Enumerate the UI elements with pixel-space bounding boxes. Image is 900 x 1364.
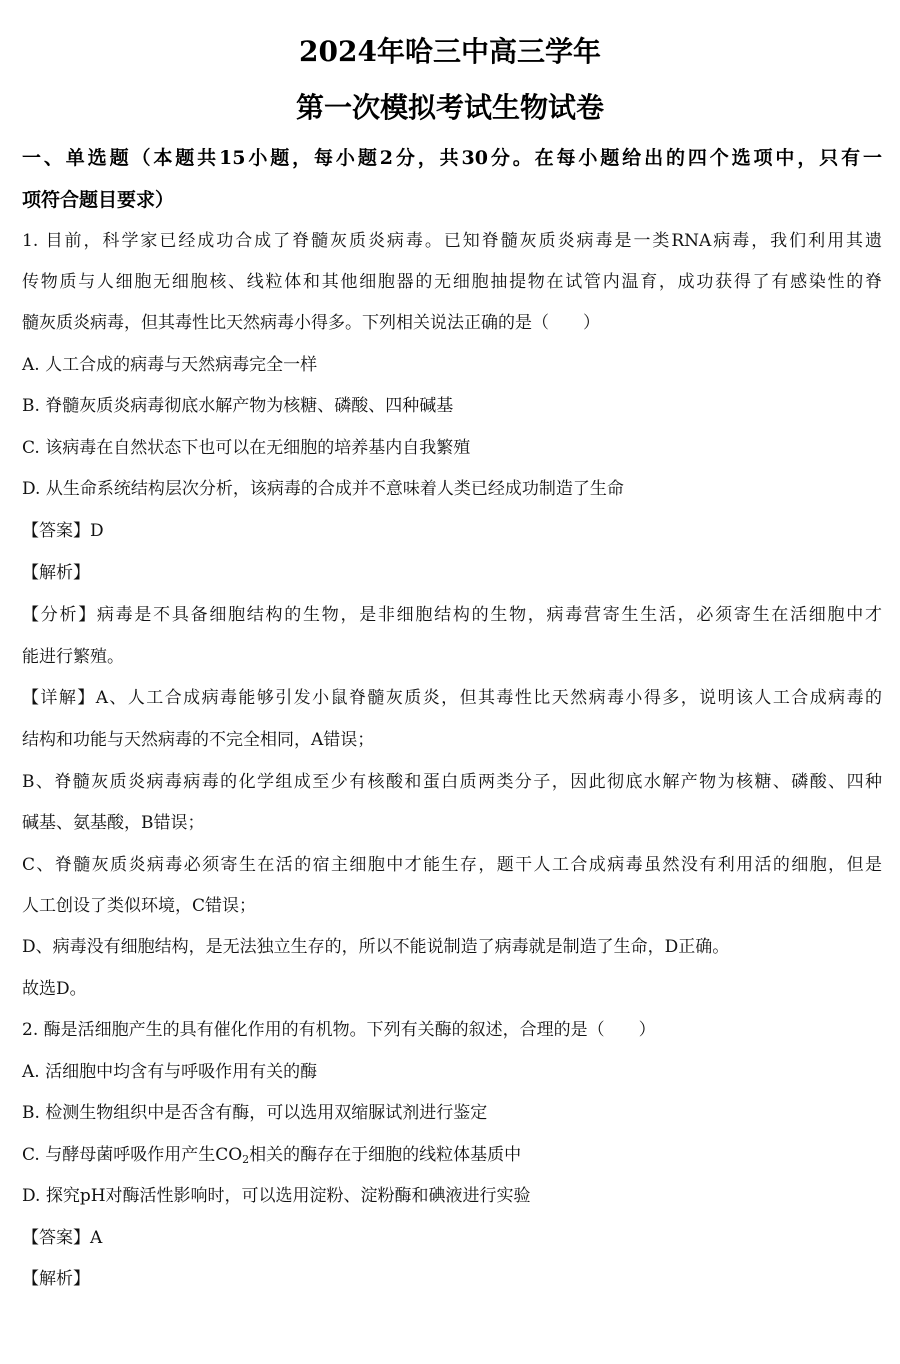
q2-option-c-text-before: C. 与酵母菌呼吸作用产生CO [22, 1145, 243, 1165]
q1-conclusion: 故选D。 [22, 979, 87, 999]
section-header-line1: 一、单选题（本题共15小题，每小题2分，共30分。在每小题给出的四个选项中，只有一 [22, 147, 882, 169]
q1-option-d: D. 从生命系统结构层次分析，该病毒的合成并不意味着人类已经成功制造了生命 [22, 479, 624, 499]
q2-answer: 【答案】A [22, 1228, 103, 1248]
q1-detail-line1: 【详解】A、人工合成病毒能够引发小鼠脊髓灰质炎，但其毒性比天然病毒小得多，说明该人工合成病毒的 [22, 688, 882, 708]
q1-stem-line1: 1. 目前，科学家已经成功合成了脊髓灰质炎病毒。已知脊髓灰质炎病毒是一类RNA病毒，我们利用其遗 [22, 231, 882, 251]
exam-title-line1: 2024年哈三中高三学年 [299, 35, 601, 68]
q2-option-a: A. 活细胞中均含有与呼吸作用有关的酶 [22, 1062, 318, 1082]
q2-option-c [22, 1143, 882, 1172]
q2-option-d: D. 探究pH对酶活性影响时，可以选用淀粉、淀粉酶和碘液进行实验 [22, 1186, 531, 1206]
q2-analysis-label: 【解析】 [22, 1269, 90, 1289]
q1-answer: 【答案】D [22, 521, 104, 541]
q1-stem-line2: 传物质与人细胞无细胞核、线粒体和其他细胞器的无细胞抽提物在试管内温育，成功获得了有感染性的脊 [22, 272, 882, 292]
q2-option-b: B. 检测生物组织中是否含有酶，可以选用双缩脲试剂进行鉴定 [22, 1103, 488, 1123]
exam-title-line2: 第一次模拟考试生物试卷 [295, 91, 604, 124]
q1-detail-line3: B、脊髓灰质炎病毒病毒的化学组成至少有核酸和蛋白质两类分子，因此彻底水解产物为核糖、磷酸、四种 [22, 772, 882, 792]
q1-option-c: C. 该病毒在自然状态下也可以在无细胞的培养基内自我繁殖 [22, 438, 471, 458]
q1-option-b: B. 脊髓灰质炎病毒彻底水解产物为核糖、磷酸、四种碱基 [22, 396, 454, 416]
q2-stem: 2. 酶是活细胞产生的具有催化作用的有机物。下列有关酶的叙述，合理的是（ ） [22, 1020, 656, 1040]
q1-detail-line7: D、病毒没有细胞结构，是无法独立生存的，所以不能说制造了病毒就是制造了生命，D正确。 [22, 937, 730, 957]
q2-option-c-text-after: 相关的酶存在于细胞的线粒体基质中 [249, 1145, 522, 1165]
q1-detail-line2: 结构和功能与天然病毒的不完全相同，A错误； [22, 730, 375, 750]
q1-detail-line4: 碱基、氨基酸，B错误； [22, 813, 205, 833]
q1-option-a: A. 人工合成的病毒与天然病毒完全一样 [22, 355, 318, 375]
section-header-line2: 项符合题目要求） [22, 189, 175, 211]
q1-detail-line5: C、脊髓灰质炎病毒必须寄生在活的宿主细胞中才能生存，题干人工合成病毒虽然没有利用活的细胞，但是 [22, 855, 882, 875]
q1-stem-line3: 髓灰质炎病毒，但其毒性比天然病毒小得多。下列相关说法正确的是（ ） [22, 313, 600, 333]
q1-analysis-label: 【解析】 [22, 563, 90, 583]
q1-detail-line6: 人工创设了类似环境，C错误； [22, 896, 257, 916]
q1-fenxi-line1: 【分析】病毒是不具备细胞结构的生物，是非细胞结构的生物，病毒营寄生生活，必须寄生在活细胞中才 [22, 605, 882, 625]
q2-option-c-subscript: 2 [242, 1153, 250, 1166]
q1-fenxi-line2: 能进行繁殖。 [22, 647, 124, 667]
